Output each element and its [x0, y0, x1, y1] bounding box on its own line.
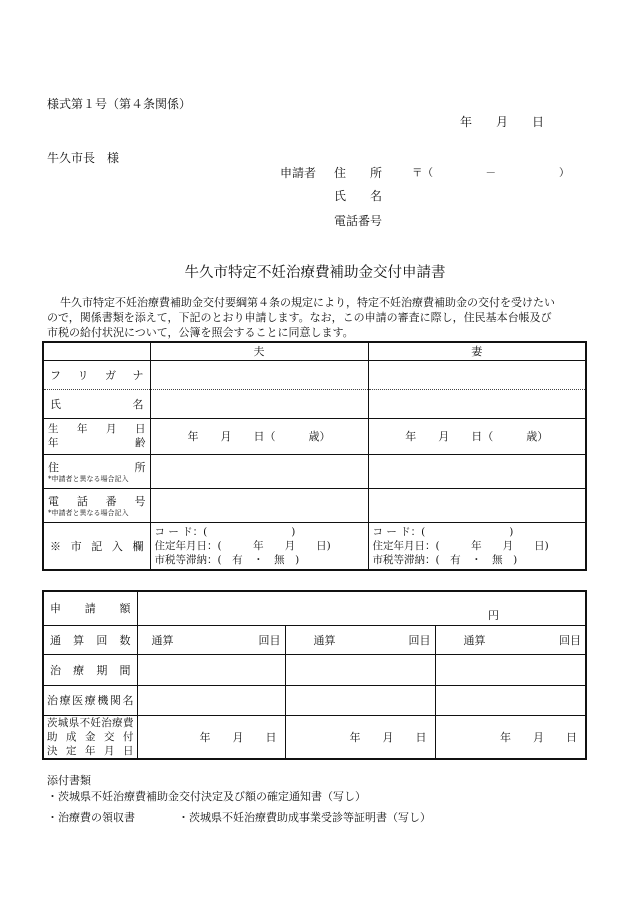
name-row	[43, 389, 586, 418]
header-wife: 妻	[368, 342, 586, 360]
intro-line-3: 市税の給付状況について，公簿を照会することに同意します。	[47, 326, 354, 339]
count-prefix-2: 通算	[313, 633, 336, 647]
attachment-item-1: ・茨城県不妊治療費補助金交付決定及び額の確定通知書（写し）	[47, 790, 366, 803]
husband-tax-line: 市税等滞納：( 有 ・ 無 )	[154, 553, 300, 566]
decision-row	[43, 715, 586, 759]
institution-field-3[interactable]	[435, 685, 586, 715]
count-suffix-3: 回目	[559, 633, 582, 647]
address-label: 住 所	[48, 460, 146, 474]
postal-code-field[interactable]: 〒（ － ）	[412, 167, 570, 179]
age-label: 年 齢	[48, 437, 146, 449]
furigana-row	[43, 360, 586, 389]
form-number: 様式第１号（第４条関係）	[47, 97, 192, 111]
count-suffix-2: 回目	[408, 633, 431, 647]
birth-row	[43, 418, 586, 454]
submission-date: 年 月 日	[460, 115, 545, 129]
period-field-3[interactable]	[435, 654, 586, 685]
yen-unit: 円	[488, 608, 500, 622]
applicant-address-label: 住 所	[334, 166, 383, 180]
birth-age-label	[43, 418, 150, 454]
phone-note: *申請者と異なる場合記入	[48, 508, 129, 517]
city-use-row	[43, 522, 586, 570]
decision-label-2: 助 成 金 交 付	[47, 730, 134, 743]
period-label: 治 療 期 間	[43, 654, 137, 685]
husband-furigana-field[interactable]	[150, 360, 368, 389]
husband-phone-field[interactable]	[150, 488, 368, 522]
phone-label-cell	[43, 488, 150, 522]
table-header-row	[43, 342, 586, 360]
institution-field-1[interactable]	[137, 685, 285, 715]
intro-line-1: 牛久市特定不妊治療費補助金交付要綱第４条の規定により，特定不妊治療費補助金の交付を受けたい	[60, 296, 555, 309]
amount-field[interactable]	[137, 591, 586, 625]
count-field-2[interactable]	[285, 625, 435, 654]
count-field-1[interactable]	[137, 625, 285, 654]
header-husband: 夫	[150, 342, 368, 360]
husband-address-field[interactable]	[150, 454, 368, 488]
amount-label: 申 請 額	[43, 591, 137, 625]
phone-label: 電 話 番 号	[48, 494, 146, 508]
wife-furigana-field[interactable]	[368, 360, 586, 389]
institution-label: 治療医療機関名	[43, 685, 137, 715]
city-use-label: ※ 市 記 入 欄	[43, 522, 150, 570]
attachment-item-3: ・茨城県不妊治療費助成事業受診等証明書（写し）	[178, 811, 431, 824]
wife-city-use-cell	[368, 522, 586, 570]
amount-row	[43, 591, 586, 625]
document-title: 牛久市特定不妊治療費補助金交付申請書	[184, 265, 446, 281]
attachment-item-2: ・治療費の領収書	[47, 811, 135, 824]
wife-code-line: コ ー ド：( )	[372, 525, 514, 538]
husband-code-line: コ ー ド：( )	[154, 525, 296, 538]
institution-field-2[interactable]	[285, 685, 435, 715]
count-field-3[interactable]	[435, 625, 586, 654]
addressee: 牛久市長 様	[47, 151, 120, 165]
name-label: 氏 名	[43, 389, 150, 418]
decision-date-2[interactable]: 年 月 日	[285, 715, 435, 759]
phone-row	[43, 488, 586, 522]
attachments-heading: 添付書類	[47, 774, 91, 787]
period-field-2[interactable]	[285, 654, 435, 685]
wife-birth-field[interactable]: 年 月 日（ 歳）	[368, 418, 586, 454]
applicant-info-table	[42, 341, 587, 571]
period-field-1[interactable]	[137, 654, 285, 685]
period-row	[43, 654, 586, 685]
wife-phone-field[interactable]	[368, 488, 586, 522]
decision-label-3: 決 定 年 月 日	[47, 744, 134, 757]
decision-date-3[interactable]: 年 月 日	[435, 715, 586, 759]
furigana-label: フ リ ガ ナ	[43, 360, 150, 389]
husband-birth-field[interactable]: 年 月 日（ 歳）	[150, 418, 368, 454]
count-row	[43, 625, 586, 654]
wife-residence-date-line: 住定年月日：( 年 月 日)	[372, 539, 549, 552]
applicant-label: 申請者	[280, 166, 317, 180]
count-prefix-3: 通算	[463, 633, 486, 647]
count-prefix-1: 通算	[151, 633, 174, 647]
applicant-name-label: 氏 名	[334, 189, 383, 203]
wife-tax-line: 市税等滞納：( 有 ・ 無 )	[372, 553, 518, 566]
treatment-info-table	[42, 590, 587, 760]
count-suffix-1: 回目	[258, 633, 281, 647]
wife-address-field[interactable]	[368, 454, 586, 488]
applicant-phone-label: 電話番号	[334, 214, 383, 228]
decision-label-cell	[43, 715, 137, 759]
birth-label: 生 年 月 日	[48, 423, 146, 435]
intro-line-2: ので，関係書類を添えて，下記のとおり申請します。なお，この申請の審査に際し，住民基本台帳及び	[47, 311, 552, 324]
header-blank-cell	[43, 342, 150, 360]
address-row	[43, 454, 586, 488]
decision-date-1[interactable]: 年 月 日	[137, 715, 285, 759]
wife-name-field[interactable]	[368, 389, 586, 418]
decision-label-1: 茨城県不妊治療費	[47, 716, 134, 729]
husband-name-field[interactable]	[150, 389, 368, 418]
count-label: 通 算 回 数	[43, 625, 137, 654]
institution-row	[43, 685, 586, 715]
husband-residence-date-line: 住定年月日：( 年 月 日)	[154, 539, 331, 552]
address-note: *申請者と異なる場合記入	[48, 474, 129, 483]
husband-city-use-cell	[150, 522, 368, 570]
address-label-cell	[43, 454, 150, 488]
